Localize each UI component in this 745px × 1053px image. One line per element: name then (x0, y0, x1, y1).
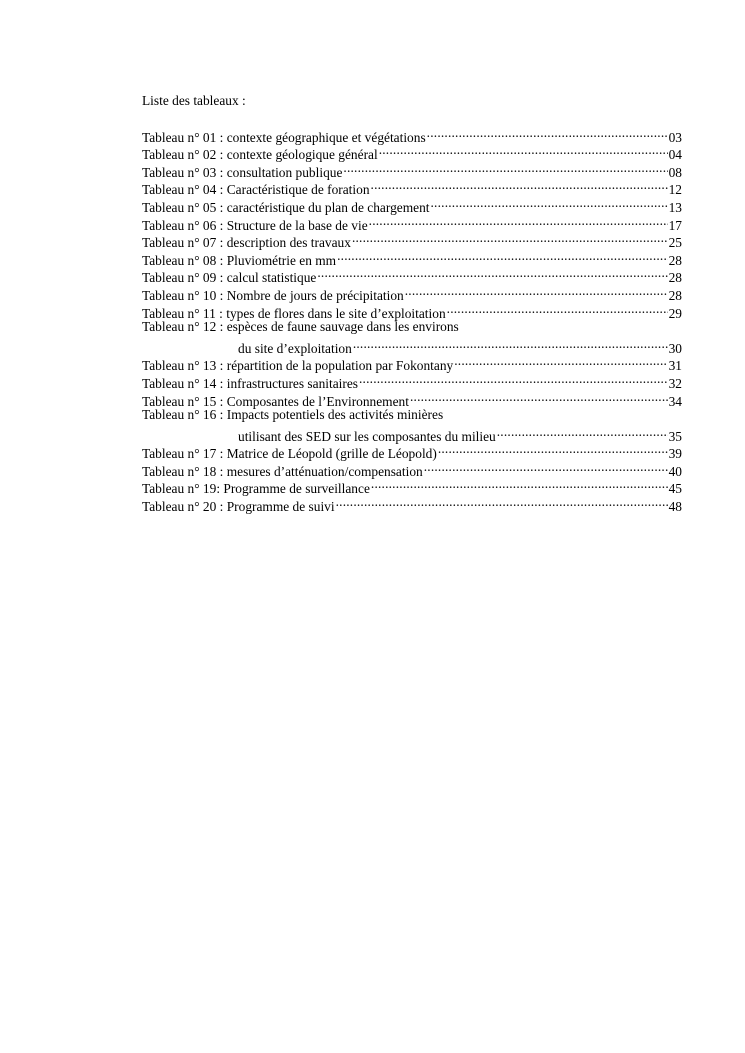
toc-entry-page: 28 (668, 287, 682, 303)
toc-entry-title: Tableau n° 15 : Composantes de l’Environnement (142, 393, 409, 409)
toc-entry-16[interactable] (142, 423, 682, 444)
toc-entry-page: 35 (668, 428, 682, 444)
toc-entry-title: Tableau n° 07 : description des travaux (142, 235, 351, 251)
toc-entry-12[interactable] (142, 335, 682, 356)
toc-entry-01[interactable] (142, 124, 682, 145)
toc-entry-title: Tableau n° 09 : calcul statistique (142, 270, 317, 286)
dot-leader (353, 335, 668, 353)
toc-entry-title: Tableau n° 04 : Caractéristique de foration (142, 182, 370, 198)
toc-entry-page: 32 (668, 375, 682, 391)
dot-leader (424, 458, 668, 476)
toc-entry-page: 08 (668, 164, 682, 180)
dot-leader (405, 282, 668, 300)
toc-entry-title: Tableau n° 14 : infrastructures sanitaires (142, 375, 358, 391)
toc-entry-12-first-line[interactable]: Tableau n° 12 : espèces de faune sauvage dans les environs (142, 318, 459, 334)
list-heading: Liste des tableaux : (142, 93, 246, 108)
toc-entry-title: Tableau n° 19: Programme de surveillance (142, 481, 370, 497)
dot-leader (431, 194, 668, 212)
dot-leader (438, 441, 668, 459)
dot-leader (343, 159, 667, 177)
toc-entry-title: Tableau n° 11 : types de flores dans le site d’exploitation (142, 305, 446, 321)
dot-leader (336, 493, 668, 511)
dot-leader (371, 177, 668, 195)
dot-leader (359, 370, 668, 388)
toc-entry-page: 12 (668, 182, 682, 198)
dot-leader (454, 353, 667, 371)
toc-entry-title: Tableau n° 06 : Structure de la base de vie (142, 217, 368, 233)
toc-entry-page: 40 (668, 463, 682, 479)
toc-entry-page: 04 (668, 147, 682, 163)
table-of-contents (142, 124, 682, 515)
dot-leader (369, 212, 668, 230)
toc-entry-page: 48 (668, 499, 682, 515)
toc-entry-title: Tableau n° 13 : répartition de la population par Fokontany (142, 358, 454, 374)
toc-entry-page: 31 (668, 358, 682, 374)
toc-entry-page: 30 (668, 340, 682, 356)
dot-leader (371, 476, 668, 494)
toc-entry-continuation: utilisant des SED sur les composantes du milieu (238, 428, 496, 444)
dot-leader (497, 423, 668, 441)
toc-entry-title: Tableau n° 20 : Programme de suivi (142, 499, 335, 515)
toc-entry-title: Tableau n° 05 : caractéristique du plan de chargement (142, 199, 430, 215)
toc-entry-page: 28 (668, 252, 682, 268)
toc-entry-page: 45 (668, 481, 682, 497)
toc-entry-page: 25 (668, 235, 682, 251)
dot-leader (352, 230, 668, 248)
dot-leader (317, 265, 667, 283)
toc-entry-page: 13 (668, 199, 682, 215)
toc-entry-title: Tableau n° 02 : contexte géologique général (142, 147, 378, 163)
dot-leader (379, 142, 668, 160)
dot-leader (427, 124, 668, 142)
toc-entry-continuation: du site d’exploitation (238, 340, 352, 356)
toc-entry-16-first-line[interactable]: Tableau n° 16 : Impacts potentiels des activités minières (142, 406, 444, 422)
dot-leader (447, 300, 668, 318)
toc-entry-title: Tableau n° 03 : consultation publique (142, 164, 343, 180)
dot-leader (337, 247, 668, 265)
toc-entry-page: 39 (668, 446, 682, 462)
toc-entry-page: 17 (668, 217, 682, 233)
toc-entry-title: Tableau n° 01 : contexte géographique et végétations (142, 129, 426, 145)
toc-entry-page: 29 (668, 305, 682, 321)
toc-entry-page: 34 (668, 393, 682, 409)
toc-entry-title: Tableau n° 18 : mesures d’atténuation/compensation (142, 463, 423, 479)
toc-entry-page: 28 (668, 270, 682, 286)
dot-leader (410, 388, 668, 406)
toc-entry-title: Tableau n° 17 : Matrice de Léopold (grille de Léopold) (142, 446, 437, 462)
toc-entry-title: Tableau n° 10 : Nombre de jours de précipitation (142, 287, 404, 303)
toc-entry-title: Tableau n° 08 : Pluviométrie en mm (142, 252, 337, 268)
toc-entry-page: 03 (668, 129, 682, 145)
